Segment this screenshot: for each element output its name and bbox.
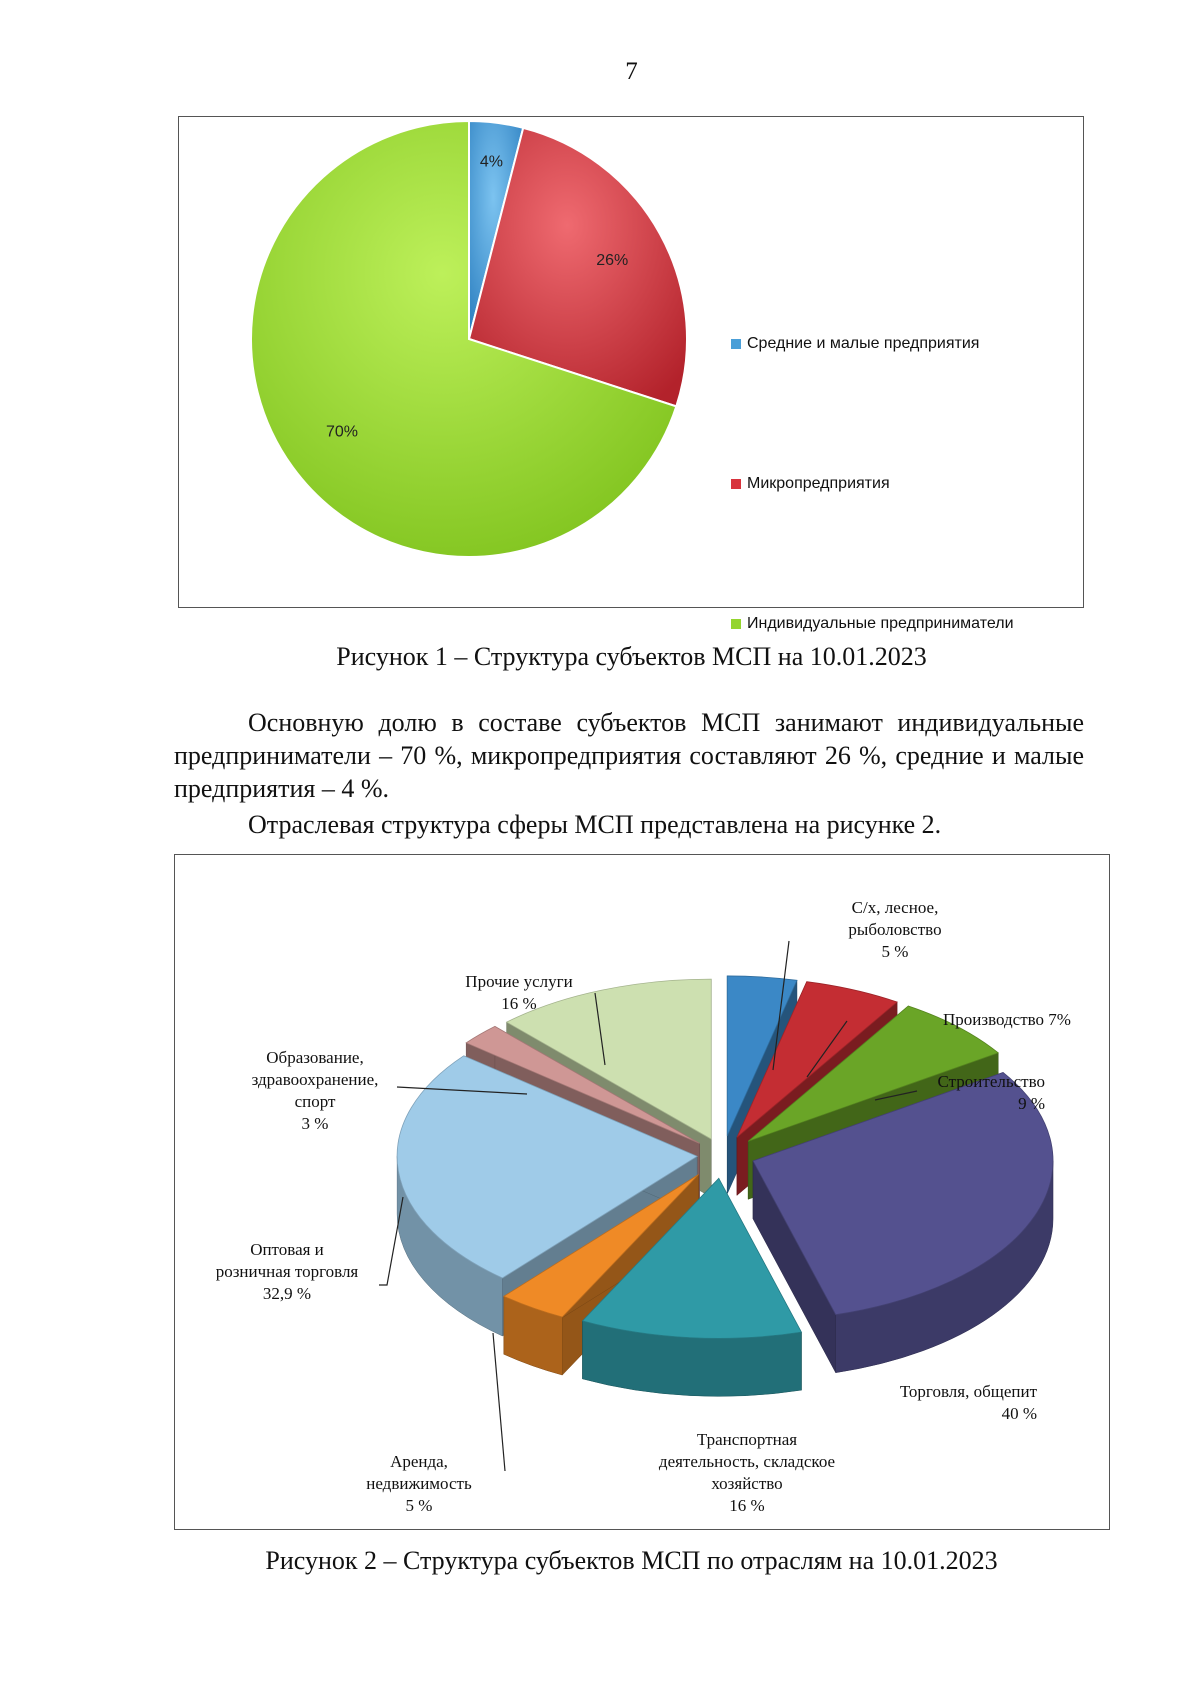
figure2-caption: Рисунок 2 – Структура субъектов МСП по отраслям на 10.01.2023: [265, 1546, 998, 1575]
paragraph-main-share: Основную долю в составе субъектов МСП занимают индивидуальные предприниматели – 70 %, микропредприятия составляют 26 %, средние и малые предприятия – 4 %.: [174, 708, 1084, 803]
pie3d-category-label: Транспортная деятельность, складское хозяйство 16 %: [658, 1430, 836, 1515]
pie-data-label: 4%: [479, 153, 503, 171]
legend-item: [731, 335, 979, 353]
pie3d-category-label: Торговля, общепит 40 %: [899, 1382, 1037, 1423]
pie-data-label: 26%: [596, 252, 629, 270]
figure1-pie-svg: [179, 117, 1083, 607]
pie3d-category-label: Прочие услуги 16 %: [465, 972, 573, 1013]
pie3d-category-label: Производство 7%: [943, 1010, 1071, 1029]
legend-label: Индивидуальные предприниматели: [747, 615, 1014, 632]
pie3d-category-label: Строительство 9 %: [937, 1072, 1045, 1113]
legend-label: Микропредприятия: [747, 475, 890, 492]
figure2-pie-svg: [175, 855, 1109, 1529]
figure2-chart: [174, 854, 1110, 1530]
legend-item: [731, 615, 1014, 633]
page-number: 7: [625, 58, 638, 85]
figure1-chart: [178, 116, 1084, 632]
pie-data-label: 70%: [326, 423, 359, 441]
pie3d-leader-line: [493, 1333, 505, 1471]
pie3d-category-label: Аренда, недвижимость 5 %: [366, 1452, 472, 1515]
pie3d-category-label: Оптовая и розничная торговля 32,9 %: [215, 1240, 359, 1303]
legend-label: Средние и малые предприятия: [747, 335, 980, 352]
legend-item: [731, 475, 890, 493]
legend-swatch: [731, 619, 741, 629]
figure1-caption: Рисунок 1 – Структура субъектов МСП на 10.01.2023: [336, 642, 927, 671]
pie3d-category-label: С/х, лесное, рыболовство 5 %: [848, 898, 942, 961]
legend-swatch: [731, 479, 741, 489]
legend-swatch: [731, 339, 741, 349]
paragraph-sector-intro: Отраслевая структура сферы МСП представлена на рисунке 2.: [248, 810, 942, 839]
pie3d-category-label: Образование, здравоохранение, спорт 3 %: [251, 1048, 379, 1133]
